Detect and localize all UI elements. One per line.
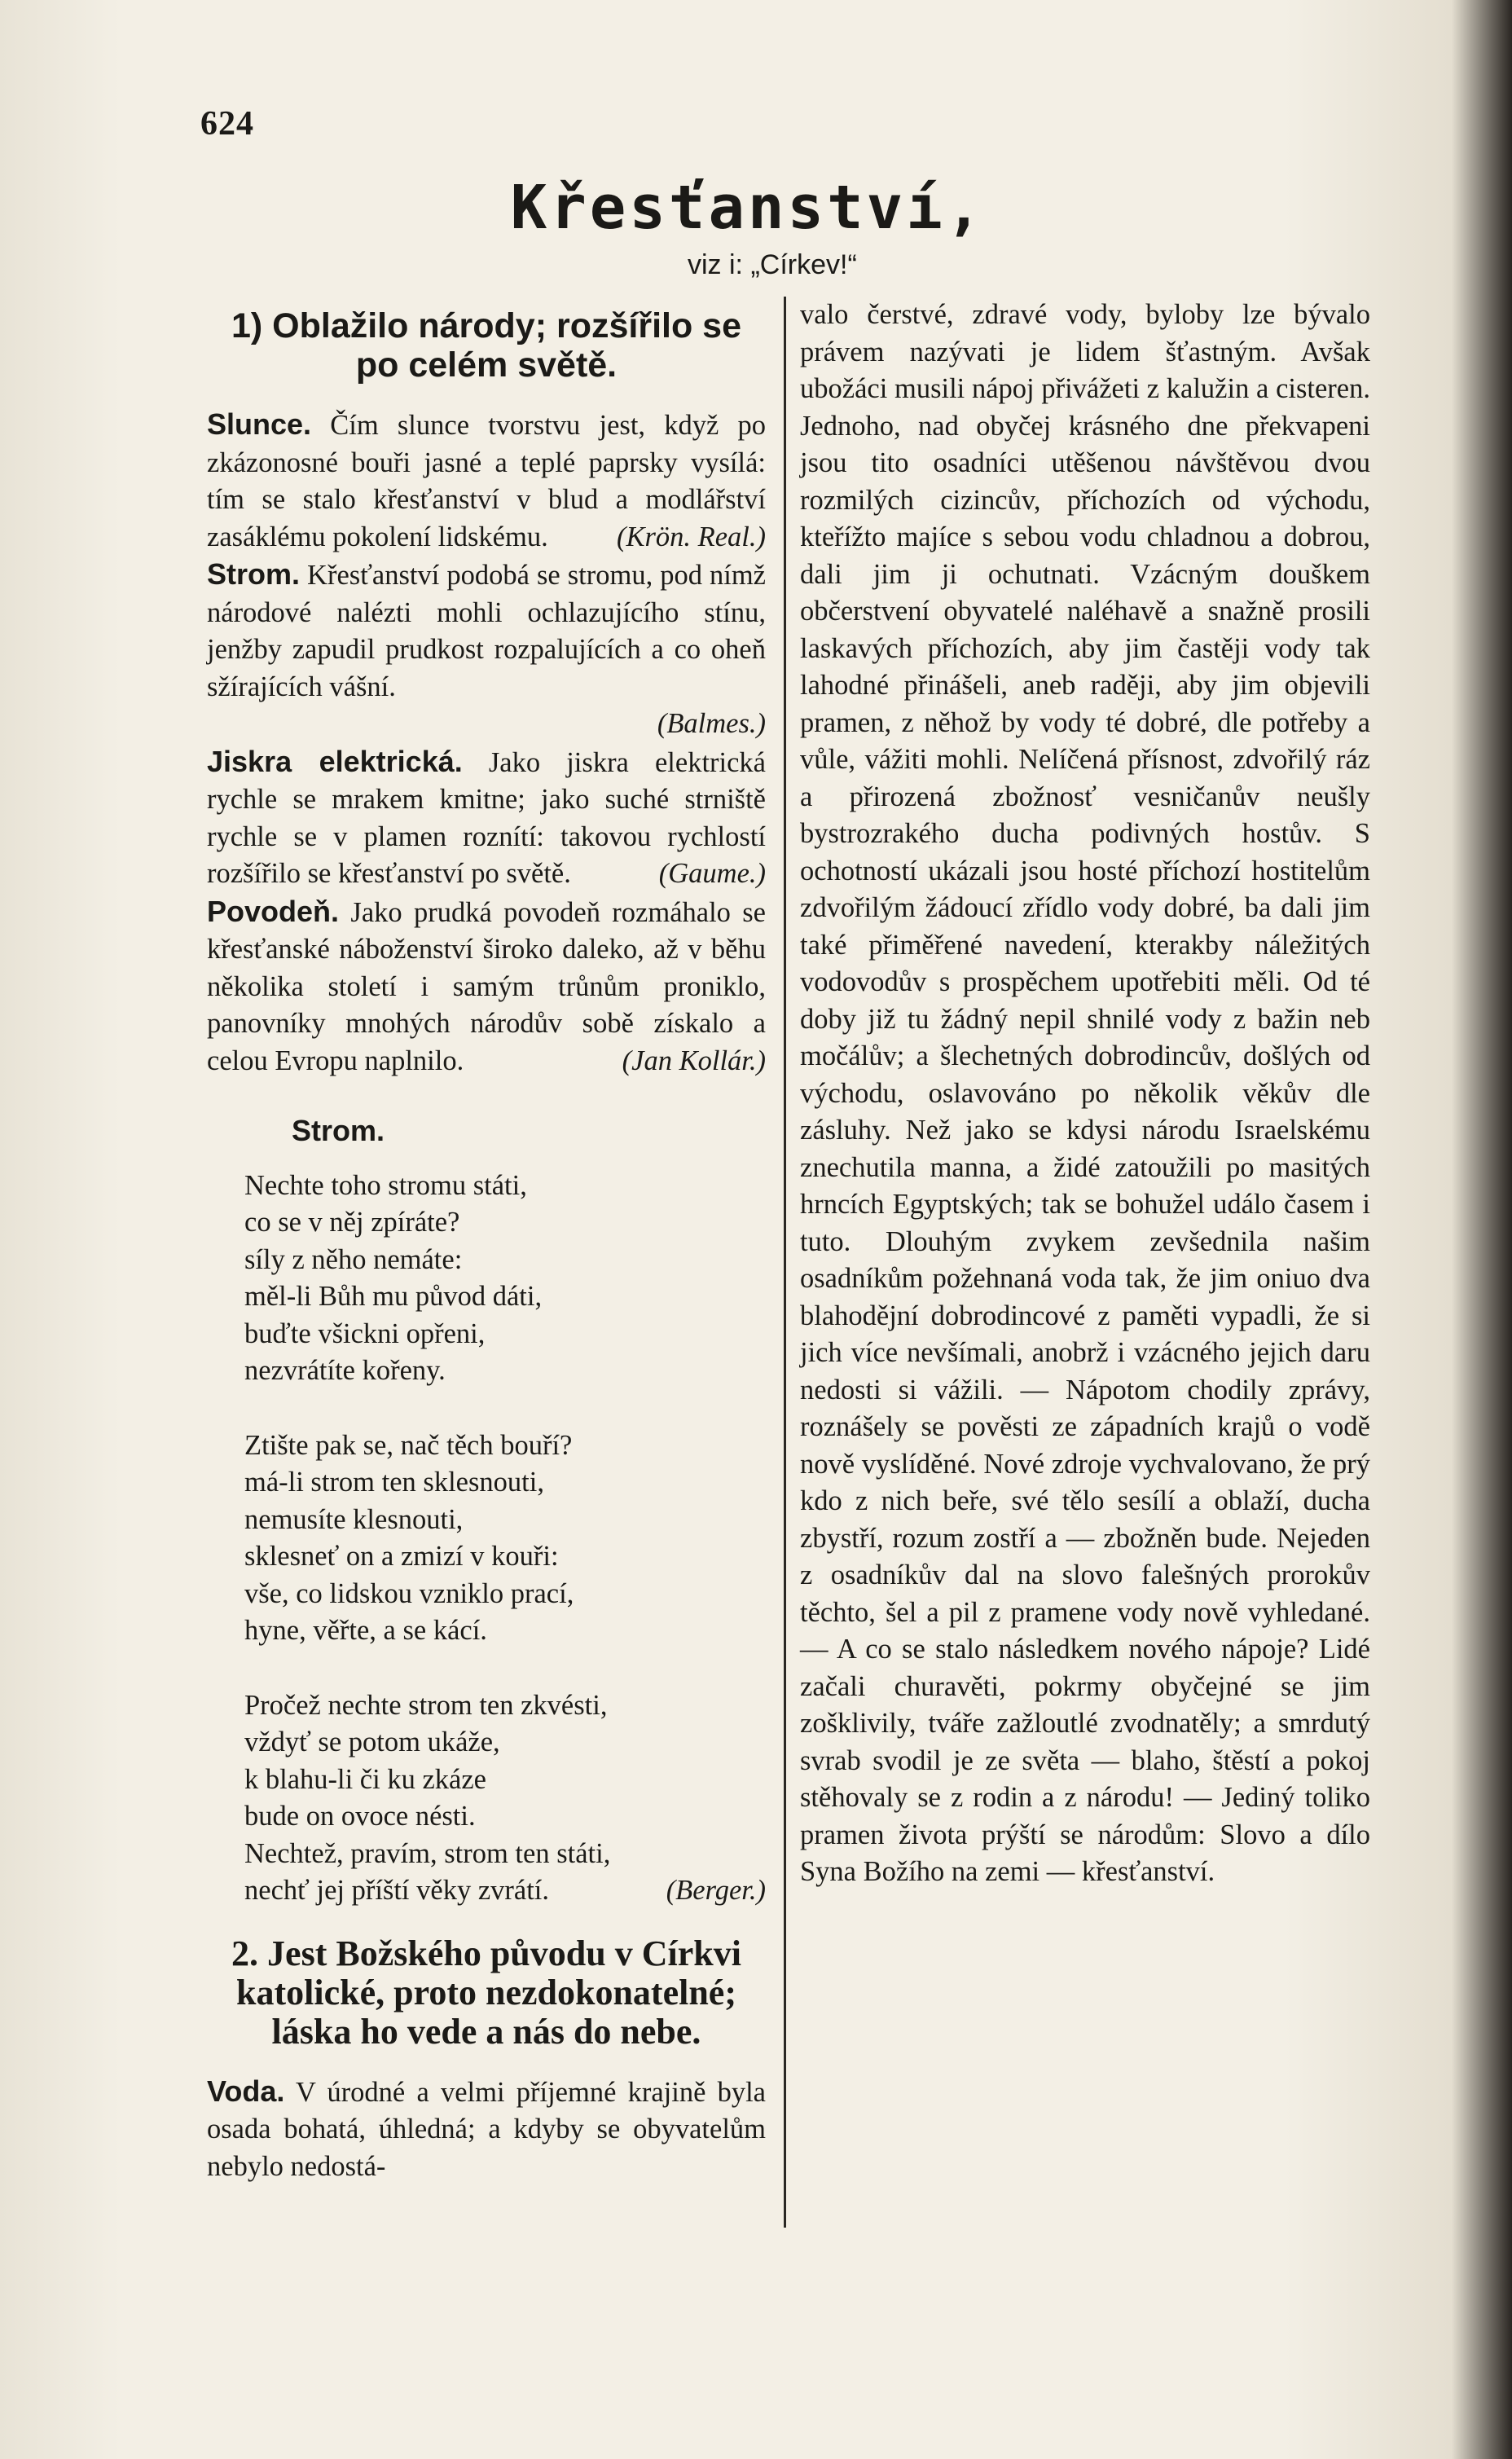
cross-reference: viz i: „Církev!“ (688, 249, 857, 280)
poem-line: nechť jej příští věky zvrátí. (244, 1875, 549, 1906)
entry-text: Křesťanství podobá se stromu, pod nímž národové nalézti mohli ochlazujícího stínu, jenžby zapudil prudkost rozpalujících a co oheň sžírajících vášní. (207, 560, 766, 702)
voda-continuation: valo čerstvé, zdravé vody, byloby lze bývalo právem nazývati je lidem šťastným. Avšak ubožáci musili nápoj přivážeti z kalužin a cisteren. Jednoho, nad obyčej krásného dne překvapeni jsou tito osadníci utěšenou návštěvou dvou rozmilých cizincův, příchozích od východu, kteřížto majíce s sebou vodu chladnou a dobrou, dali jim ji ochutnati. Vzácným douškem občerstvení obyvatelé naléhavě a snažně prosili laskavých příchozích, aby jim častěji vody tak lahodné přinášeli, aneb raději, aby jim objevili pramen, z něhož by vody té dobré, dle potřeby a vůle, vážiti mohli. Nelíčená přísnost, zdvořilý ráz a přirozená zbožnosť vesničanův neušly bystrozrakého ducha podivných hostův. S ochotností ukázali jsou hosté příchozí hostitelům zdvořilým žádoucí zřídlo vody dobré, ba dali jim také přiměřené navedení, kterakby náležitých vodovodův s prospěchem upotřebiti měli. Od té doby již tu žádný nepil shnilé vody z bažin neb močálův; a šlechetných dobrodincův, došlých od východu, oslavováno po několik věkův dle zásluhy. Než jako se kdysi národu Israelskému znechutila manna, a židé zatoužili po masitých hrncích Egyptských; tak se bohužel událo časem i tuto. Dlouhým zvykem zevšednila našim osadníkům požehnaná voda tak, že jim oniuo dva blahodějní dobrodincové z paměti vypadli, že si jich více nevšímali, anobrž i vzácného jejich daru nedosti si vážili. — Nápotom chodily zprávy, roznášely se pověsti ze západních krajů o vodě nově vyslíděné. Nové zdroje vychvalovano, že prý kdo z nich beře, své tělo sesílí a oblaží, ducha zbystří, rozum zostří a — zbožněn bude. Nejeden z osadníkův dal na slovo falešných prorokův těchto, šel a pil z pramene vody nově vyhledané. — A co se stalo následkem nového nápoje? Lidé začali churavěti, pokrmy obyčejné se jim zošklivily, tváře zažloutlé zvodnatěly; a smrdutý svrab svodil je ze světa — blaho, štěstí a pokoj stěhovaly se z rodin a z národu! — Jediný toliko pramen života prýští se národům: Slovo a dílo Syna Božího na zemi — křesťanství. (800, 299, 1370, 1887)
poem-line: Nechte toho stromu státi, (244, 1169, 527, 1201)
entry-source: (Krön. Real.) (616, 521, 766, 552)
entry-head: Povodeň. (207, 894, 340, 928)
poem-line: bude on ovoce nésti. (244, 1801, 476, 1832)
entry-source: (Balmes.) (657, 708, 766, 739)
poem-title: Strom. (292, 1114, 385, 1147)
poem-line: nemusíte klesnouti, (244, 1503, 464, 1535)
entry-head: Slunce. (207, 407, 312, 441)
entry-text: Jako prudká povodeň rozmáhalo se křesťanské náboženství široko daleko, až v běhu několika století i samým trůnům proniklo, panovníky mnohých národův sobě získalo a celou Evropu naplnilo. (207, 896, 766, 1076)
section-1-heading: 1) Oblažilo národy; rozšířilo se po celém světě. (231, 306, 742, 385)
stanza-2 (244, 1427, 766, 1650)
poem-line: Ztište pak se, nač těch bouří? (244, 1429, 573, 1461)
entry-strom (207, 556, 766, 743)
poem-line: k blahu-li či ku zkáze (244, 1763, 486, 1795)
poem (207, 1112, 766, 1910)
entry-povoden (207, 893, 766, 1080)
poem-line: hyne, věřte, a se kácí. (244, 1615, 487, 1646)
entry-jiskra (207, 743, 766, 893)
entry-text: V úrodné a velmi příjemné krajině byla osada bohatá, úhledná; a kdyby se obyvatelům nebylo nedostá- (207, 2076, 766, 2182)
poem-line: buďte všickni opřeni, (244, 1317, 486, 1349)
poem-line: nezvrátíte kořeny. (244, 1355, 446, 1386)
entry-source: (Gaume.) (658, 858, 766, 889)
entry-head: Jiskra elektrická. (207, 744, 463, 778)
left-column (207, 297, 766, 2185)
right-column (800, 297, 1370, 1891)
page-number: 624 (200, 105, 254, 143)
entry-head: Voda. (207, 2074, 285, 2108)
entry-slunce (207, 406, 766, 556)
poem-line: vše, co lidskou vzniklo prací, (244, 1577, 574, 1609)
stanza-3 (244, 1687, 766, 1910)
entry-text: Jako jiskra elektrická rychle se mrakem kmitne; jako suché strniště rychle se v plamen roznítí: takovou rychlostí rozšířilo se křesťanství po světě. (207, 746, 766, 889)
entry-text: Čím slunce tvorstvu jest, když po zkázonosné bouři jasné a teplé paprsky vysílá: tím se stalo křesťanství v blud a modlářství zasáklému pokolení lidskému. (207, 410, 766, 552)
section-2-heading: 2. Jest Božského původu v Církvi katolické, proto nezdokonatelné; láska ho vede a nás do nebe. (231, 1933, 741, 2052)
poem-line: má-li strom ten sklesnouti, (244, 1467, 544, 1498)
column-divider (784, 297, 786, 2228)
page-title: Křesťanství, (510, 173, 986, 243)
poem-line: Pročež nechte strom ten zkvésti, (244, 1689, 608, 1721)
entry-head: Strom. (207, 557, 301, 591)
poem-line: Nechtež, pravím, strom ten státi, (244, 1837, 611, 1869)
poem-line: měl-li Bůh mu původ dáti, (244, 1281, 543, 1312)
poem-line: co se v něj zpíráte? (244, 1207, 460, 1238)
poem-line: vždyť se potom ukáže, (244, 1727, 500, 1757)
poem-line: sklesneť on a zmizí v kouři: (244, 1541, 559, 1572)
poem-last-line (244, 1872, 766, 1910)
poem-line: síly z něho nemáte: (244, 1243, 463, 1275)
entry-source: (Jan Kollár.) (622, 1045, 766, 1076)
entry-voda (207, 2073, 766, 2186)
poem-source: (Berger.) (666, 1875, 766, 1906)
stanza-1 (244, 1168, 766, 1390)
